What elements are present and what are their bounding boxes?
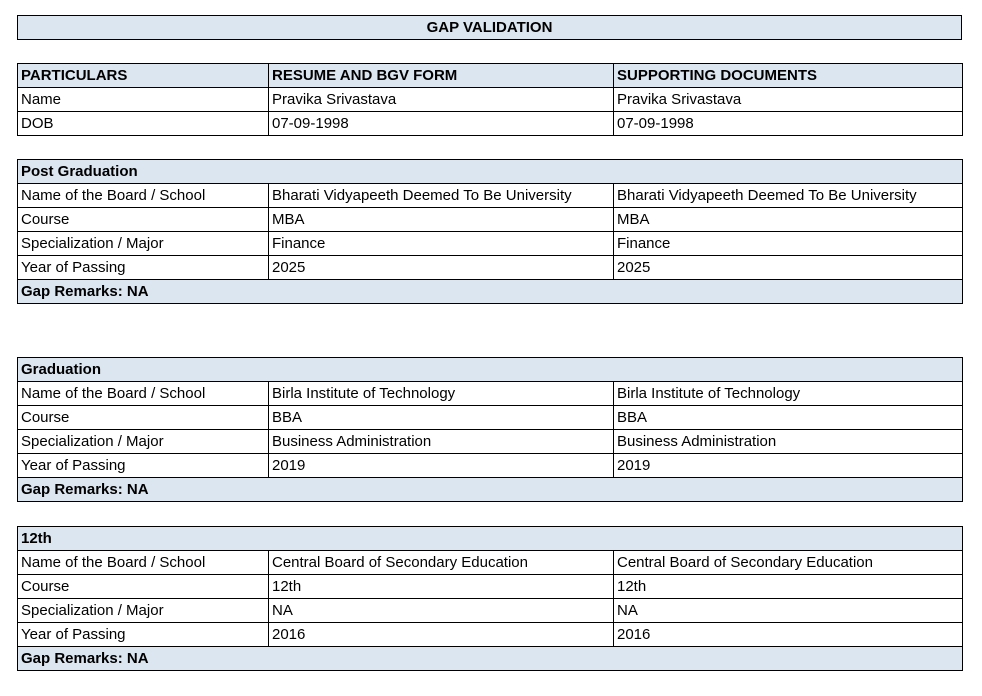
gap-remarks: Gap Remarks: NA — [18, 280, 963, 304]
docs-value: Business Administration — [614, 430, 963, 454]
resume-value: Finance — [269, 232, 614, 256]
docs-value: Central Board of Secondary Education — [614, 551, 963, 575]
row-label: Specialization / Major — [18, 232, 269, 256]
row-label: Name of the Board / School — [18, 551, 269, 575]
docs-value: 12th — [614, 575, 963, 599]
docs-value: Pravika Srivastava — [614, 88, 963, 112]
row-label: Name of the Board / School — [18, 382, 269, 406]
table-row — [18, 88, 963, 112]
resume-value: Central Board of Secondary Education — [269, 551, 614, 575]
post-graduation-table — [17, 159, 963, 304]
table-row — [18, 623, 963, 647]
section-heading: Graduation — [18, 358, 963, 382]
docs-value: BBA — [614, 406, 963, 430]
resume-value: BBA — [269, 406, 614, 430]
row-label: Year of Passing — [18, 454, 269, 478]
docs-value: Finance — [614, 232, 963, 256]
section-heading-row — [18, 358, 963, 382]
resume-value: Pravika Srivastava — [269, 88, 614, 112]
docs-value: 2019 — [614, 454, 963, 478]
gap-remarks-row — [18, 647, 963, 671]
table-row — [18, 575, 963, 599]
section-heading: 12th — [18, 527, 963, 551]
header-row — [18, 64, 963, 88]
gap-remarks: Gap Remarks: NA — [18, 647, 963, 671]
row-label: Year of Passing — [18, 256, 269, 280]
twelfth-table — [17, 526, 963, 671]
resume-value: Bharati Vidyapeeth Deemed To Be University — [269, 184, 614, 208]
section-heading: Post Graduation — [18, 160, 963, 184]
table-row — [18, 406, 963, 430]
table-row — [18, 256, 963, 280]
row-label: Name of the Board / School — [18, 184, 269, 208]
docs-value: NA — [614, 599, 963, 623]
row-label: Course — [18, 406, 269, 430]
resume-value: 07-09-1998 — [269, 112, 614, 136]
section-heading-row — [18, 160, 963, 184]
row-label: Specialization / Major — [18, 599, 269, 623]
row-label: Year of Passing — [18, 623, 269, 647]
header-resume-bgv: RESUME AND BGV FORM — [269, 64, 614, 88]
gap-remarks-row — [18, 280, 963, 304]
particulars-table — [17, 63, 963, 136]
row-label: Specialization / Major — [18, 430, 269, 454]
docs-value: Birla Institute of Technology — [614, 382, 963, 406]
page-title: GAP VALIDATION — [17, 15, 962, 40]
row-label: Course — [18, 208, 269, 232]
table-row — [18, 430, 963, 454]
table-row — [18, 551, 963, 575]
resume-value: 2025 — [269, 256, 614, 280]
table-row — [18, 232, 963, 256]
docs-value: Bharati Vidyapeeth Deemed To Be University — [614, 184, 963, 208]
docs-value: MBA — [614, 208, 963, 232]
table-row — [18, 184, 963, 208]
table-row — [18, 454, 963, 478]
docs-value: 2025 — [614, 256, 963, 280]
section-heading-row — [18, 527, 963, 551]
resume-value: 12th — [269, 575, 614, 599]
resume-value: Business Administration — [269, 430, 614, 454]
resume-value: NA — [269, 599, 614, 623]
header-supporting-docs: SUPPORTING DOCUMENTS — [614, 64, 963, 88]
gap-remarks: Gap Remarks: NA — [18, 478, 963, 502]
resume-value: Birla Institute of Technology — [269, 382, 614, 406]
table-row — [18, 599, 963, 623]
row-label: DOB — [18, 112, 269, 136]
table-row — [18, 382, 963, 406]
docs-value: 2016 — [614, 623, 963, 647]
header-particulars: PARTICULARS — [18, 64, 269, 88]
docs-value: 07-09-1998 — [614, 112, 963, 136]
gap-remarks-row — [18, 478, 963, 502]
resume-value: 2019 — [269, 454, 614, 478]
table-row — [18, 112, 963, 136]
row-label: Course — [18, 575, 269, 599]
table-row — [18, 208, 963, 232]
resume-value: 2016 — [269, 623, 614, 647]
resume-value: MBA — [269, 208, 614, 232]
row-label: Name — [18, 88, 269, 112]
graduation-table — [17, 357, 963, 502]
